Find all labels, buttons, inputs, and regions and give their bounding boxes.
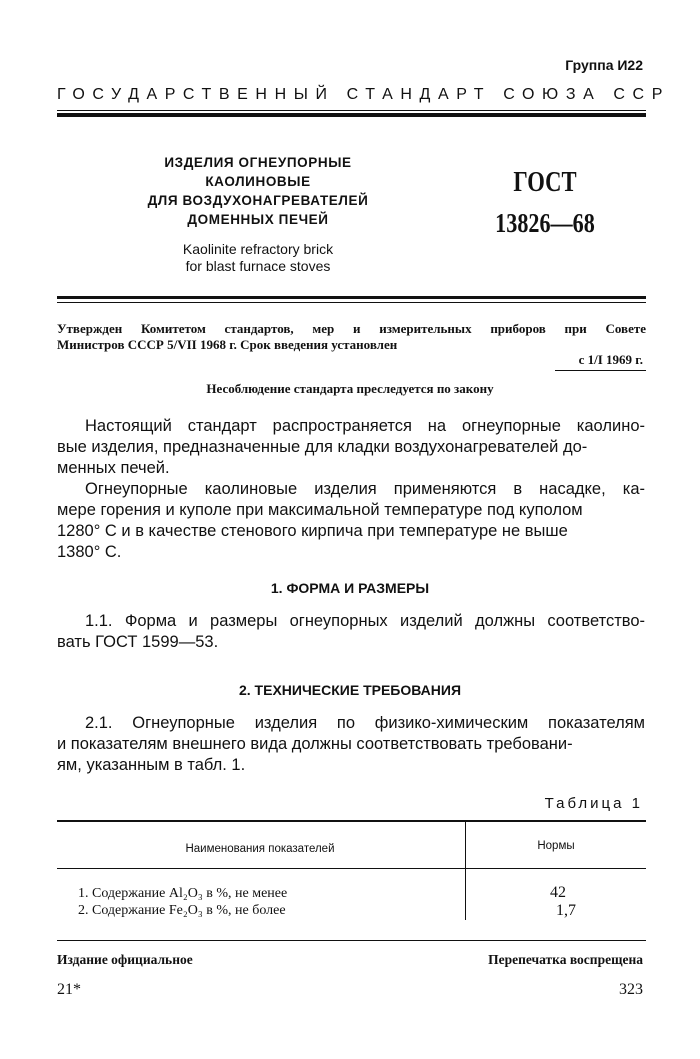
- table-label: Таблица 1: [544, 795, 643, 812]
- paragraph-continuation: вать ГОСТ 1599—53.: [57, 633, 219, 651]
- title-rule-thin: [57, 302, 646, 303]
- document-title: [108, 153, 408, 229]
- english-title-line: Kaolinite refractory brick: [182, 241, 334, 257]
- gost-number: 13826—68: [495, 208, 595, 238]
- intro-paragraph-2: [57, 479, 645, 563]
- paragraph-first-line: Огнеупорные каолиновые изделия применяются в насадке, ка-: [85, 480, 645, 498]
- footer-rule: [57, 940, 646, 941]
- table-row: [78, 886, 287, 902]
- table-top-rule: [57, 820, 646, 822]
- title-rule-thick: [57, 296, 646, 299]
- title-line: ИЗДЕЛИЯ ОГНЕУПОРНЫЕ: [164, 155, 352, 170]
- header-rule-thin: [57, 110, 646, 111]
- reprint-prohibited: Перепечатка воспрещена: [488, 952, 643, 967]
- official-edition: Издание официальное: [57, 952, 193, 967]
- table-row: [78, 903, 286, 919]
- paragraph-first-line: Настоящий стандарт распространяется на огнеупорные каолино-: [85, 417, 645, 435]
- section-2-heading: 2. ТЕХНИЧЕСКИЕ ТРЕБОВАНИЯ: [238, 682, 462, 698]
- table-cell-norm: 42: [550, 884, 566, 901]
- table-header-norm: Нормы: [537, 840, 575, 852]
- signature-mark: 21*: [57, 981, 81, 998]
- table-cell-name: 1. Содержание Al₂O₃ в %, не менее: [78, 886, 288, 901]
- paragraph-first-line: 2.1. Огнеупорные изделия по физико-химическим показателям: [85, 714, 645, 732]
- paragraph-continuation: вые изделия, предназначенные для кладки воздухонагревателей до- менных печей.: [57, 438, 588, 477]
- paragraph-first-line: 1.1. Форма и размеры огнеупорных изделий должны соответство-: [85, 612, 645, 630]
- paragraph-continuation: мере горения и куполе при максимальной температуре под куполом 1280° С и в качестве стенового кирпича при температуре не выше 1380° С.: [57, 501, 583, 561]
- approval-line-1: Утвержден Комитетом стандартов, мер и измерительных приборов при Совете: [57, 321, 646, 336]
- page-number: 323: [619, 981, 643, 998]
- title-line: ДОМЕННЫХ ПЕЧЕЙ: [187, 212, 329, 227]
- section-1-paragraph: [57, 611, 645, 653]
- law-warning: Несоблюдение стандарта преследуется по закону: [206, 381, 494, 396]
- intro-paragraph-1: [57, 416, 645, 479]
- effective-date-underline: [555, 370, 646, 371]
- title-line: КАОЛИНОВЫЕ: [205, 174, 311, 189]
- table-header-name: Наименования показателей: [185, 843, 335, 855]
- effective-date: с 1/I 1969 г.: [578, 352, 643, 367]
- group-code: Группа И22: [565, 57, 643, 73]
- state-standard-heading: ГОСУДАРСТВЕННЫЙ СТАНДАРТ СОЮЗА ССР: [57, 86, 670, 103]
- header-rule-thick: [57, 113, 646, 117]
- approval-line-2: Министров СССР 5/VII 1968 г. Срок введения установлен: [57, 337, 398, 352]
- title-line: ДЛЯ ВОЗДУХОНАГРЕВАТЕЛЕЙ: [147, 193, 369, 208]
- table-header-rule: [57, 868, 646, 869]
- paragraph-continuation: и показателям внешнего вида должны соответствовать требовани- ям, указанным в табл. 1.: [57, 735, 573, 774]
- table-column-divider: [465, 822, 466, 920]
- section-2-paragraph: [57, 713, 645, 776]
- table-cell-name: 2. Содержание Fe₂O₃ в %, не более: [78, 903, 286, 918]
- section-1-heading: 1. ФОРМА И РАЗМЕРЫ: [270, 580, 430, 596]
- english-title: [108, 241, 408, 275]
- table-cell-norm: 1,7: [556, 902, 576, 919]
- gost-label: ГОСТ: [513, 166, 577, 198]
- english-title-line: for blast furnace stoves: [185, 258, 331, 274]
